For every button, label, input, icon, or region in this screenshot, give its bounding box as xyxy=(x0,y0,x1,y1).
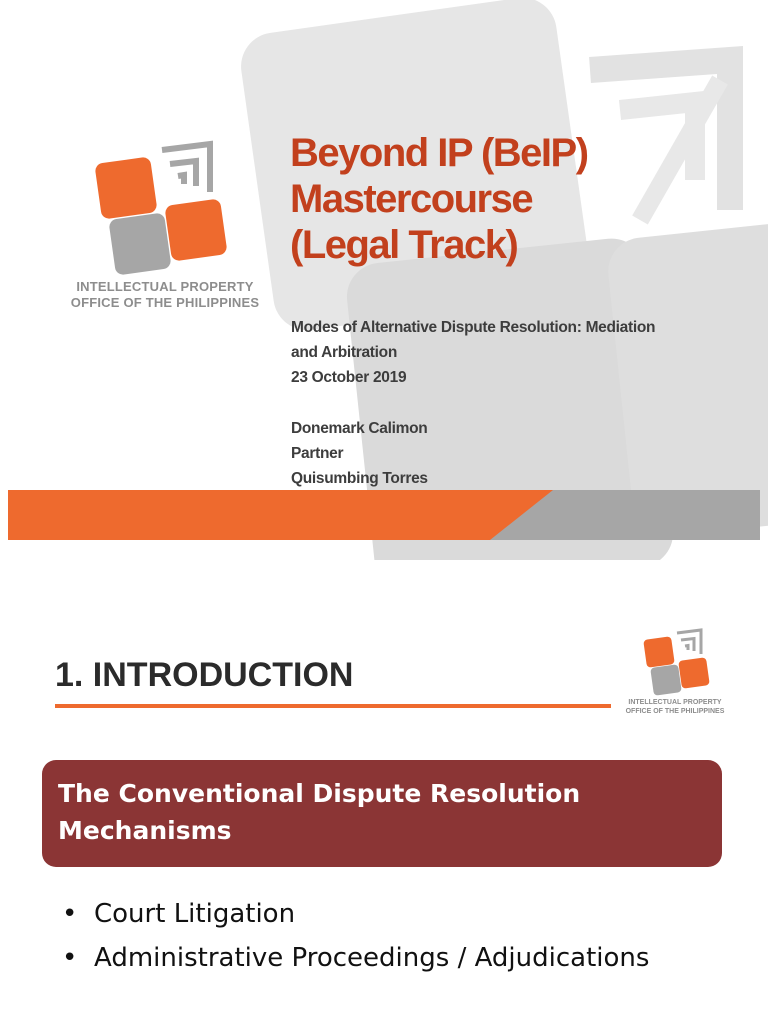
presenter-info xyxy=(291,416,731,491)
footer-band xyxy=(8,490,760,540)
section-banner xyxy=(42,760,722,867)
list-item-text: Administrative Proceedings / Adjudications xyxy=(94,943,650,973)
subtitle-line: and Arbitration xyxy=(291,344,398,361)
org-name xyxy=(60,279,270,311)
session-subtitle xyxy=(291,315,731,390)
ipophil-logo-icon xyxy=(642,628,712,698)
list-item xyxy=(62,936,649,980)
course-title xyxy=(290,130,710,268)
presenter-name: Donemark Calimon xyxy=(291,420,428,437)
org-name-line: OFFICE OF THE PHILIPPINES xyxy=(625,708,725,715)
presenter-firm: Quisumbing Torres xyxy=(291,470,428,487)
section-heading: 1. INTRODUCTION xyxy=(55,656,354,694)
session-date: 23 October 2019 xyxy=(291,369,407,386)
course-title-line: (Legal Track) xyxy=(290,223,518,267)
org-name-line: INTELLECTUAL PROPERTY xyxy=(76,279,254,294)
bullet-icon: • xyxy=(62,943,78,973)
org-name xyxy=(620,698,730,716)
list-item xyxy=(62,892,649,936)
heading-underline xyxy=(55,704,611,708)
mechanism-list xyxy=(62,892,649,980)
subtitle-line: Modes of Alternative Dispute Resolution: Mediation xyxy=(291,319,656,336)
org-name-line: OFFICE OF THE PHILIPPINES xyxy=(70,295,260,310)
course-title-line: Mastercourse xyxy=(290,177,533,221)
list-item-text: Court Litigation xyxy=(94,899,296,929)
introduction-slide xyxy=(0,576,768,1024)
banner-line: Mechanisms xyxy=(58,816,232,845)
course-title-line: Beyond IP (BeIP) xyxy=(290,131,588,175)
presenter-role: Partner xyxy=(291,445,344,462)
banner-line: The Conventional Dispute Resolution xyxy=(58,779,581,808)
org-name-line: INTELLECTUAL PROPERTY xyxy=(628,699,722,706)
bullet-icon: • xyxy=(62,899,78,929)
ipophil-logo-icon xyxy=(92,140,232,280)
